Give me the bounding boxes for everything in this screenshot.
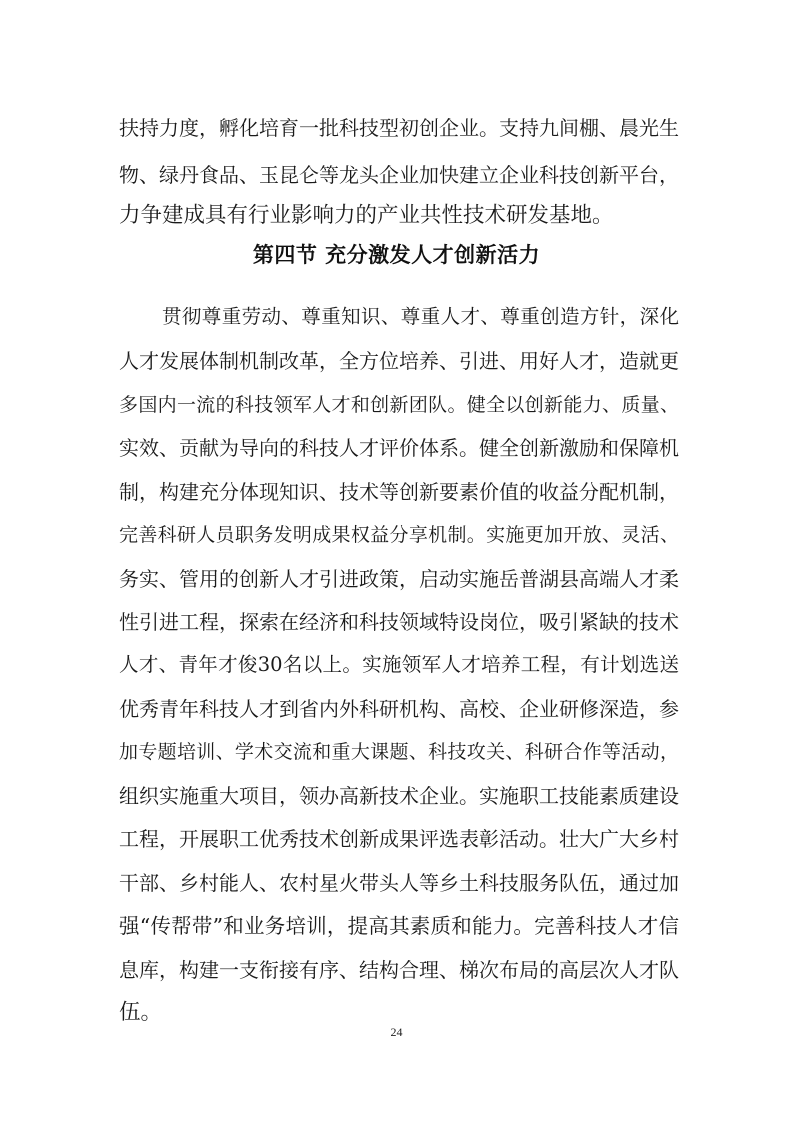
paragraph-line: 制，构建充分体现知识、技术等创新要素价值的收益分配机制， <box>119 480 679 504</box>
paragraph-line: 息库，构建一支衔接有序、结构合理、梯次布局的高层次人才队 <box>119 958 679 982</box>
section-heading: 第四节 充分激发人才创新活力 <box>252 243 541 267</box>
paragraph-line: 伍。 <box>119 1000 163 1025</box>
paragraph-line: 务实、管用的创新人才引进政策，启动实施岳普湖县高端人才柔 <box>119 567 679 591</box>
paragraph-line: 实效、贡献为导向的科技人才评价体系。健全创新激励和保障机 <box>119 436 679 460</box>
paragraph-line: 干部、乡村能人、农村星火带头人等乡土科技服务队伍，通过加 <box>119 871 679 895</box>
paragraph-line: 强“传帮带”和业务培训，提高其素质和能力。完善科技人才信 <box>119 914 679 938</box>
paragraph-line: 人才、青年才俊30名以上。实施领军人才培养工程，有计划选送 <box>119 653 679 676</box>
paragraph-line: 多国内一流的科技领军人才和创新团队。健全以创新能力、质量、 <box>119 394 679 416</box>
paragraph-line: 优秀青年科技人才到省内外科研机构、高校、企业研修深造，参 <box>119 697 679 721</box>
paragraph-line: 物、绿丹食品、玉昆仑等龙头企业加快建立企业科技创新平台， <box>119 163 679 187</box>
paragraph-line: 人才发展体制机制改革，全方位培养、引进、用好人才，造就更 <box>119 349 679 373</box>
paragraph-line: 加专题培训、学术交流和重大课题、科技攻关、科研合作等活动， <box>119 741 679 763</box>
paragraph-line: 性引进工程，探索在经济和科技领域特设岗位，吸引紧缺的技术 <box>119 610 679 634</box>
page-number: 24 <box>390 1025 403 1039</box>
paragraph-line: 贯彻尊重劳动、尊重知识、尊重人才、尊重创造方针，深化 <box>162 305 679 328</box>
paragraph-line: 完善科研人员职务发明成果权益分享机制。实施更加开放、灵活、 <box>119 524 679 546</box>
paragraph-line: 组织实施重大项目，领办高新技术企业。实施职工技能素质建设 <box>119 784 679 808</box>
paragraph-line: 扶持力度，孵化培育一批科技型初创企业。支持九间棚、晨光生 <box>119 116 679 140</box>
paragraph-line: 力争建成具有行业影响力的产业共性技术研发基地。 <box>119 203 614 228</box>
paragraph-line: 工程，开展职工优秀技术创新成果评选表彰活动。壮大广大乡村 <box>119 827 679 851</box>
